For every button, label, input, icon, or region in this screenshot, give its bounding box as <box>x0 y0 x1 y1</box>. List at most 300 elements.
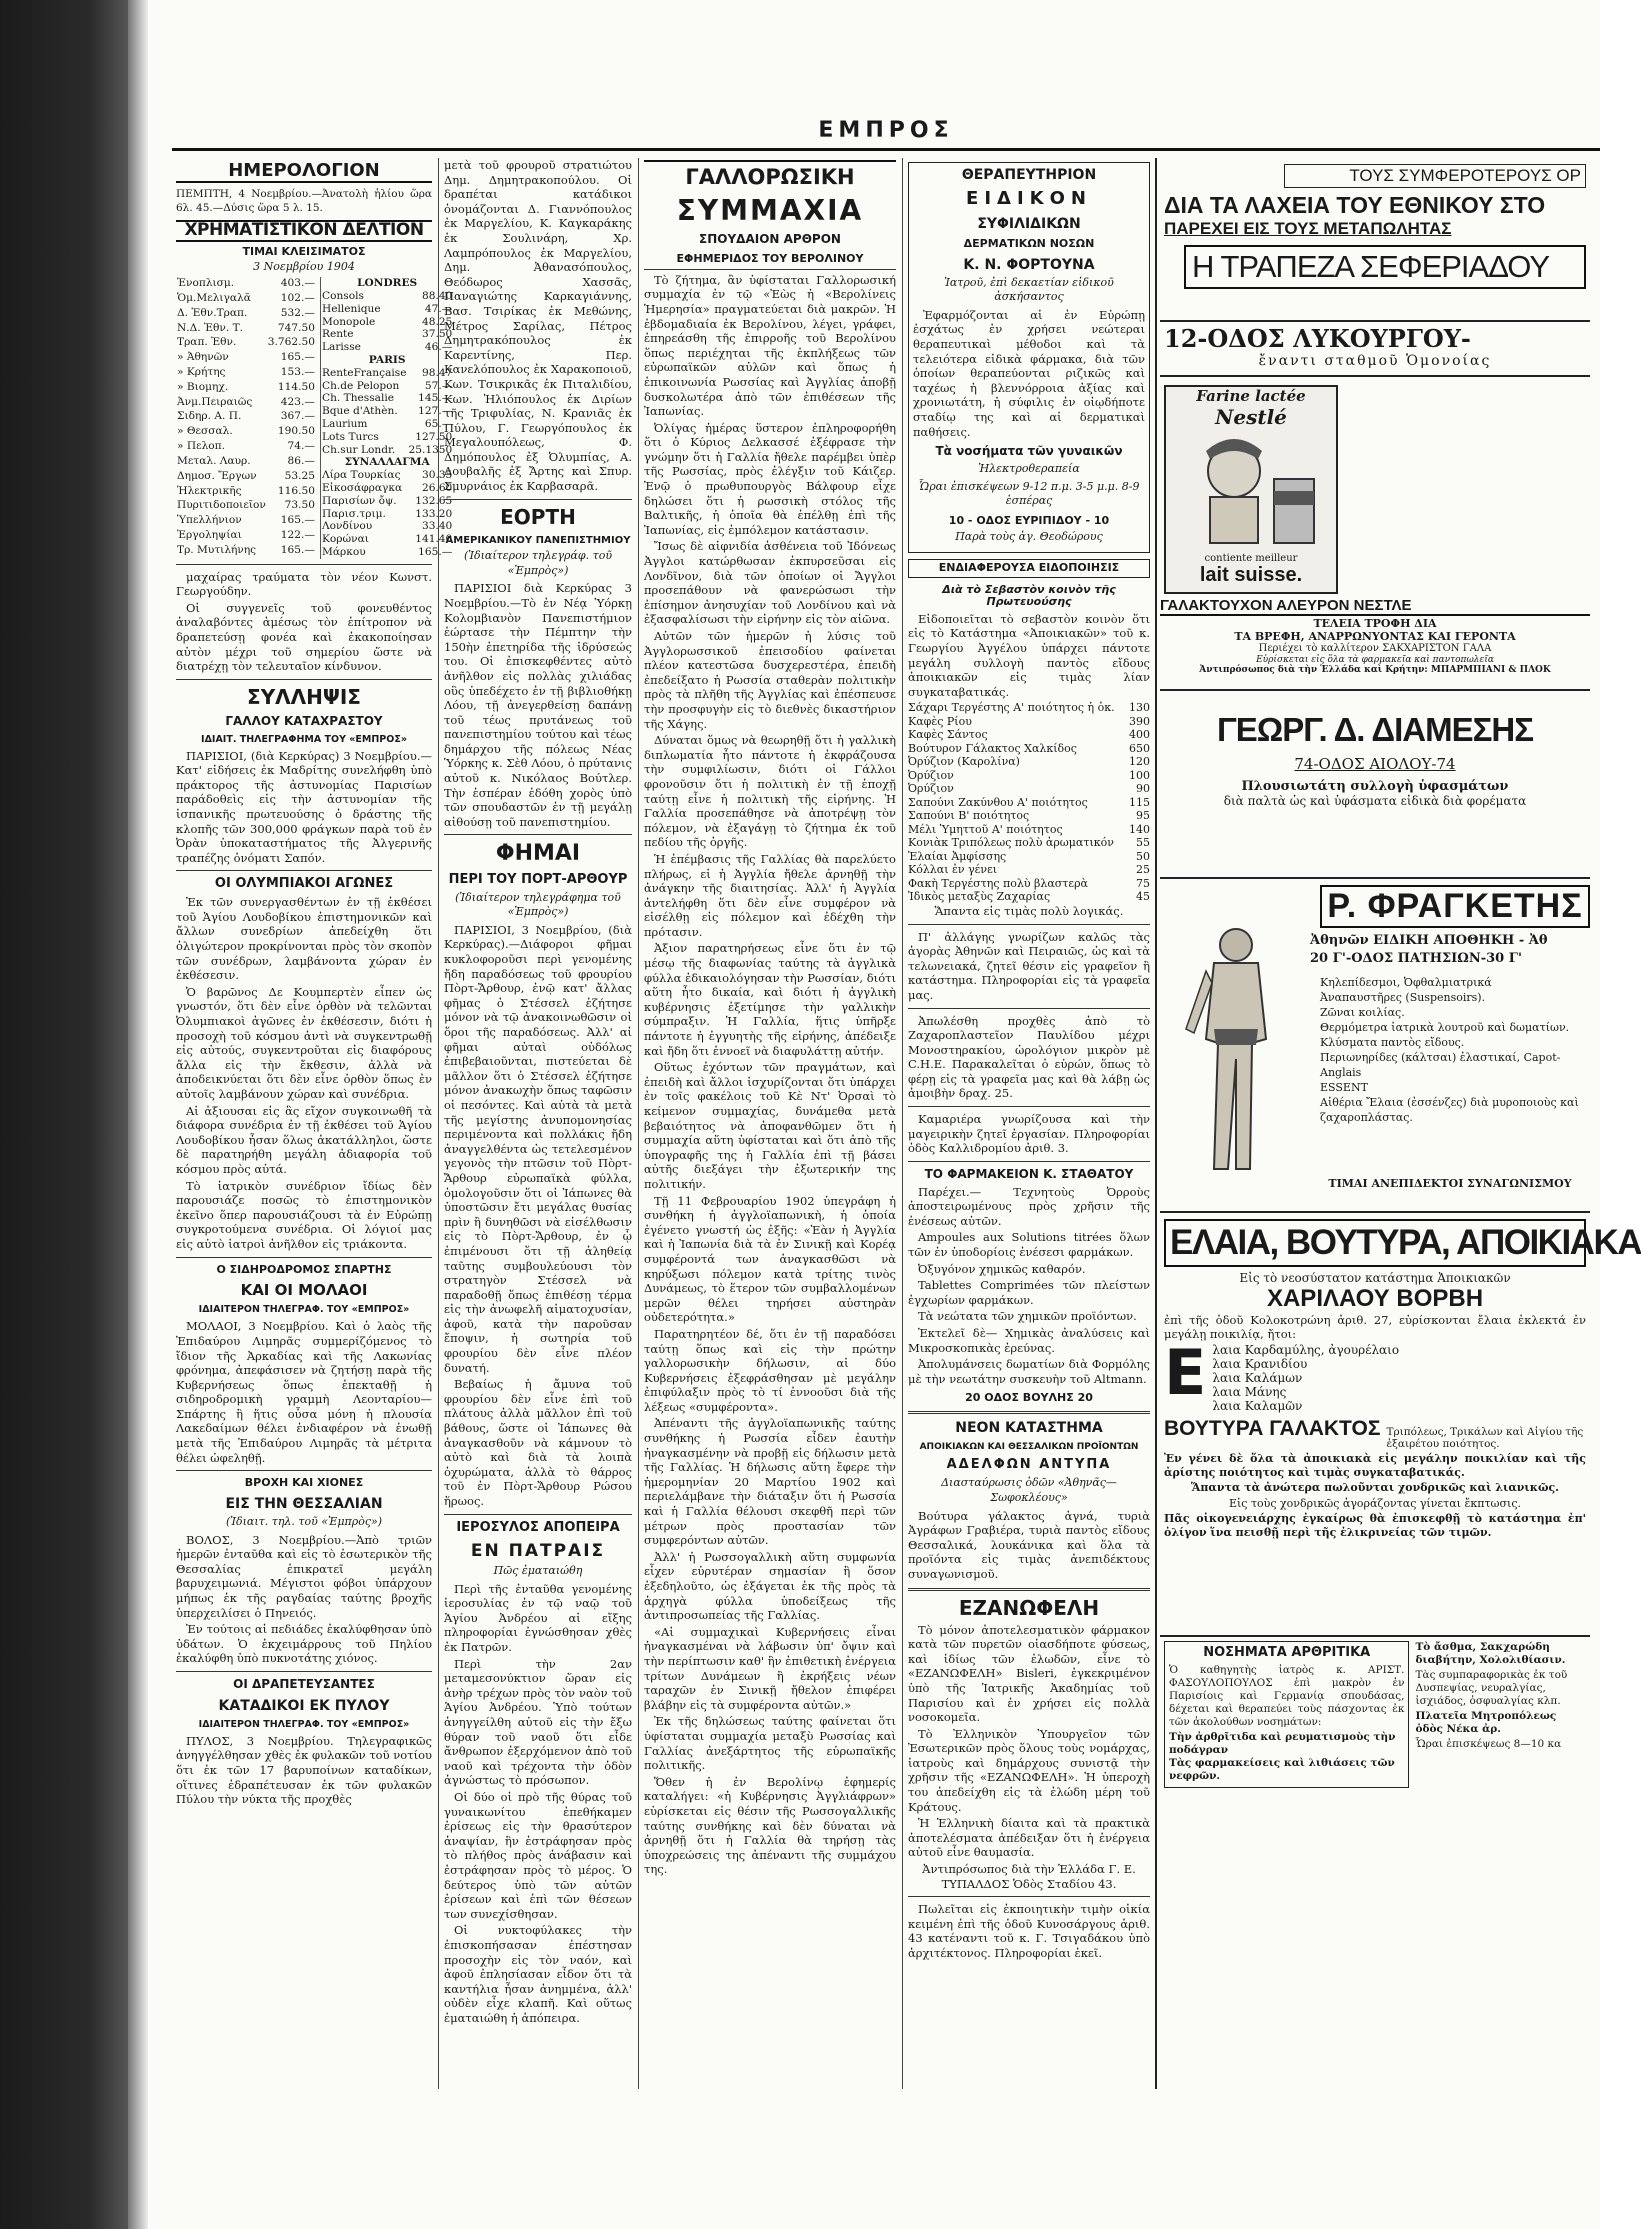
price-row <box>908 782 1150 796</box>
shop-sub: ΑΠΟΙΚΙΑΚΩΝ ΚΑΙ ΘΕΣΣΑΛΙΚΩΝ ΠΡΟΪΟΝΤΩΝ <box>919 1442 1139 1453</box>
classified-text: Καμαριέρα γνωρίζουσα καὶ τὴν μαγειρικὴν ζητεῖ ἐργασίαν. Πληροφορίαι ὁδὸς Καλλιδρομίου ἀριθ. 3. <box>908 1112 1150 1156</box>
price-row <box>908 823 1150 837</box>
market-value: 145.— <box>418 392 453 405</box>
lottery-address: 12-ΟΔΟΣ ΛΥΚΟΥΡΓΟΥ- <box>1164 324 1471 353</box>
market-label: Rente <box>321 328 354 341</box>
market-value: 141.40 <box>415 533 453 546</box>
telegram-line: (Ἰδιαίτερον τηλεγράφημα τοῦ «Ἐμπρὸς») <box>455 890 621 919</box>
column-4 <box>908 158 1150 2089</box>
market-row <box>320 418 453 431</box>
market-label: » Ἀθηνῶν <box>177 351 229 364</box>
nestle-ad <box>1160 377 1590 691</box>
vorvis-text3: Εἰς τοὺς χονδρικῶς ἀγοράζοντας γίνεται ἔκπτωσις. <box>1228 1496 1522 1510</box>
notice-headline: ΕΝΔΙΑΦΕΡΟΥΣΑ ΕΙΔΟΠΟΙΗΣΙΣ <box>908 559 1150 578</box>
divider <box>908 1896 1150 1897</box>
price-label: Σάχαρι Τεργέστης Α' ποιότητος ἡ ὀκ. <box>908 701 1115 715</box>
article-text: Ἐκ τῆς δηλώσεως ταύτης φαίνεται ὅτι ὑφίσταται συμμαχία μεταξὺ Ρωσσίας καὶ Γαλλίας ἀνεξάρτητος τῆς εὐρωπαϊκῆς πολιτικῆς. <box>644 1714 896 1773</box>
diamesis-line1: Πλουσιωτάτη συλλογὴ ὑφασμάτων <box>1241 779 1509 794</box>
vorvis-dropcap: Ε <box>1164 1336 1207 1409</box>
ezanofeli-text: Ἡ Ἑλληνικὴ δίαιτα καὶ τὰ πρακτικὰ ἀποτελέσματα ἀπέδειξαν ὅτι ἡ ἐνέργεια αὐτοῦ εἶνε θαυμασία. <box>908 1816 1150 1860</box>
market-value: 98.47 <box>421 366 453 379</box>
divider <box>908 924 1150 925</box>
vorvis-address: ἐπὶ τῆς ὁδοῦ Κολοκοτρώνη ἀριθ. 27, εὑρίσκονται ἔλαια ἐκλεκτά ἐν μεγάλῃ ποικιλίᾳ, ἤτοι: <box>1164 1313 1586 1341</box>
headline-sacrilege-sub: ΕΝ ΠΑΤΡΑΙΣ <box>470 1540 606 1561</box>
masthead <box>172 118 1600 152</box>
market-label: Ἀνμ.Πειραιῶς <box>177 395 253 408</box>
divider <box>908 1106 1150 1107</box>
market-value: 74.— <box>287 440 315 453</box>
arthritis-address: Πλατεῖα Μητροπόλεως ὁδὸς Νέκα ἀρ. <box>1415 1710 1557 1735</box>
vorvis-olive-list <box>1164 1336 1586 1413</box>
market-label: Ὁμ.Μελιγαλᾶ <box>177 291 251 304</box>
market-row <box>176 307 316 322</box>
vorvis-ad <box>1160 1213 1641 1637</box>
fragketis-item: Περιωνηρίδες (κάλτσαι) ἐλαστικαί, Capot-Anglais <box>1320 1051 1561 1079</box>
fragketis-item: ESSENT <box>1320 1081 1368 1094</box>
nestle-agent: Ἀντιπρόσωπος διὰ τὴν Ἑλλάδα καὶ Κρήτην: ΜΠΑΡΜΠΙΑΝΙ & ΠΛΟΚ <box>1199 665 1551 675</box>
lottery-ad <box>1160 158 1590 322</box>
market-value: 37.50 <box>421 328 453 341</box>
price-label: Κονιὰκ Τριπόλεως πολὺ ἀρωματικόν <box>908 836 1114 850</box>
market-row <box>176 440 316 455</box>
market-value: 25.1350 <box>408 443 453 456</box>
price-value: 390 <box>1129 714 1150 728</box>
article-text: Οὕτως ἐχόντων τῶν πραγμάτων, καὶ ἐπειδὴ καὶ ἄλλοι ἰσχυρίζονται ὅτι ὑπάρχει ἐν τοῖς φακέλοις τοῦ Κὲ Ντ' Ὀρσαὶ τὸ κείμενον συμμαχίας, δυνάμεθα μετὰ βεβαιότητος νὰ ἀποφανθῶμεν ὅτι ἡ συμμαχία αὕτη ὑφίσταται καὶ ὅτι ἀπὸ τῆς ὑπογραφῆς της ἡ Γαλλία ἐπὶ τῇ βάσει αὐτῆς διεξάγει τὴν ἐξωτερικήν της πολιτικήν. <box>644 1060 896 1191</box>
vorvis-butter <box>1164 1417 1586 1450</box>
price-value: 55 <box>1136 836 1150 850</box>
pharmacy-address: 20 ΟΔΟΣ ΒΟΥΛΗΣ 20 <box>965 1391 1093 1405</box>
classified-text: Πωλεῖται εἰς ἐκποιητικὴν τιμὴν οἰκία κειμένη ἐπὶ τῆς ὁδοῦ Κυνοσάργους ἀριθ. 43 κατέναντι τοῦ κ. Γ. Τσιγαδάκου ὑπὸ ἀρχιτέκτονος. Πληροφορίαι ἐκεῖ. <box>908 1902 1150 1960</box>
headline-alliance-sub: ΣΠΟΥΔΑΙΟΝ ΑΡΘΡΟΝ <box>699 232 841 247</box>
masthead-title: ΕΜΠΡΟΣ <box>818 118 954 143</box>
article-text: Οἱ συγγενεῖς τοῦ φονευθέντος ἀναλαβόντες ἀμέσως τὸν ἐπίτροπον νὰ δραπετεύσῃ φονέα καὶ ἐκακοποίησαν αὐτὸν μέχρι τοῦ σημερίου ὥστε νὰ διατρέχῃ τὸν τελευταῖον κίνδυνον. <box>176 600 432 674</box>
market-value: 3.762.50 <box>267 336 315 349</box>
market-row <box>176 322 316 337</box>
divider <box>176 870 432 871</box>
price-value: 45 <box>1136 890 1150 904</box>
price-row <box>908 890 1150 904</box>
notice-footer: Ἅπαντα εἰς τιμὰς πολὺ λογικάς. <box>934 903 1124 918</box>
market-label: Laurium <box>321 417 368 430</box>
article-text: Δύναται ὅμως νὰ θεωρηθῇ ὅτι ἡ γαλλικὴ διπλωματία ἦτο πάντοτε ἡ ἐκφράζουσα τὴν συμφιλίωσιν, διότι οἱ Γάλλοι φρονοῦσιν ὅτι ἡ πολιτικὴ ἐν τῇ ἐποχῇ ταύτῃ εἶνε ἡ πολιτικὴ τῆς εἰρήνης. Ἡ Γαλλία προσεπάθησε νὰ ἀποτρέψῃ τὸν πόλεμον, νὰ ἐξαγάγῃ τὸ ζήτημα ἐκ τοῦ πεδίου τῆς ὀργῆς. <box>644 733 896 850</box>
lottery-line2: ΔΙΑ ΤΑ ΛΑΧΕΙΑ ΤΟΥ ΕΘΝΙΚΟΥ ΣΤΟ <box>1164 192 1546 218</box>
headline-arrest-sub: ΓΑΛΛΟΥ ΚΑΤΑΧΡΑΣΤΟΥ <box>225 713 383 728</box>
price-label: Σαπούνι Ζακύνθου Α' ποιότητος <box>908 795 1088 809</box>
market-row <box>320 405 453 418</box>
vorvis-olive-item: λαια Καρδαμύλης, ἀγουρέλαιο <box>1212 1343 1400 1357</box>
ezanofeli-agent: Ἀντιπρόσωπος διὰ τὴν Ἑλλάδα Γ. Ε. ΤΥΠΑΛΔΟΣ Ὁδὸς Σταδίου 43. <box>922 1862 1136 1891</box>
headline-escape: ΟΙ ΔΡΑΠΕΤΕΥΣΑΝΤΕΣ <box>233 1676 375 1691</box>
price-row <box>908 796 1150 810</box>
diamesis-name: ΓΕΩΡΓ. Δ. ΔΙΑΜΕΣΗΣ <box>1216 711 1534 748</box>
market-value: 86.— <box>287 454 315 467</box>
market-row <box>176 410 316 425</box>
classified-text: Π' ἀλλάγης γνωρίζων καλῶς τὰς ἀγορὰς Ἀθηνῶν καὶ Πειραιῶς, ὡς καὶ τὰ τελωνειακά, ζητεῖ θέσιν εἰς γραφεῖον ἢ κατάστημα. Πληροφορίαι εἰς τὰ γραφεῖα μας. <box>908 929 1150 1002</box>
clinic-special: ΕΙΔΙΚΟΝ <box>966 188 1092 210</box>
headline-festival: ΕΟΡΤΗ <box>500 504 576 529</box>
fragketis-item: Κηλεπίδεσμοι, Ὀφθαλμιατρικά <box>1320 976 1492 989</box>
lottery-line3: ΠΑΡΕΧΕΙ ΕΙΣ ΤΟΥΣ ΜΕΤΑΠΩΛΗΤΑΣ <box>1164 219 1452 238</box>
divider <box>176 564 432 565</box>
notice-text: Εἰδοποιεῖται τὸ σεβαστὸν κοινὸν ὅτι εἰς τὸ Κατάστημα «Ἀποικιακῶν» τοῦ κ. Γεωργίου Ἀγγέλου ὑπάρχει πάντοτε μεγάλη συλλογὴ παντὸς εἴδους ἀποικιακῶν εἰς τιμὰς λίαν συγκαταβατικάς. <box>908 611 1150 699</box>
pharmacy-headline: ΤΟ ΦΑΡΜΑΚΕΙΟΝ Κ. ΣΤΑΘΑΤΟΥ <box>924 1166 1134 1181</box>
market-label: Hellenique <box>321 302 381 315</box>
telegram-line: ΙΔΙΑΙΤ. ΤΗΛΕΓΡΑΦΗΜΑ ΤΟΥ «ΕΜΠΡΟΣ» <box>201 733 407 745</box>
column-rule <box>902 158 903 2089</box>
headline-olympic: ΟΙ ΟΛΥΜΠΙΑΚΟΙ ΑΓΩΝΕΣ <box>214 876 394 892</box>
market-label: Ἠλεκτρικῆς <box>177 484 242 497</box>
market-value: 33.40 <box>421 520 453 533</box>
nestle-line-1: ΤΕΛΕΙΑ ΤΡΟΦΗ ΔΙΑ <box>1313 617 1437 630</box>
article-text: Τὸ ζήτημα, ἂν ὑφίσταται Γαλλορωσική συμμαχία ἐν τῷ «Ἐὼς ἡ «Βερολίνεις Ἡμερησία» πραγματεύεται διὰ μακρῶν. Ἡ ἑβδομαδιαία ἐκ Βερολίνου, λέγει, γράφει, ἐπηρεάσθη τῆς ἐπιρροῆς τοῦ Βερολίνου ὅπως περιέχηται τῆς ἐκπλήξεως τῶν εὐρωπαϊκῶν αὐλῶν καὶ ὅπως ἡ ἐπικοινωνία Ρωσσίας καὶ Ἀγγλίας ἀποβῇ δυσκολωτέρα ἀπὸ τῶν ἐπιθέσεων τῆς Ἰαπωνίας. <box>644 272 896 419</box>
market-label: Εἰκοσάφραγκα <box>321 481 403 494</box>
market-label: LONDRES <box>357 277 418 290</box>
arthritis-text: Ὁ καθηγητὴς ἰατρὸς κ. ΑΡΙΣΤ. ΦΑΣΟΥΛΟΠΟΥΛΟΣ ἐπὶ μακρὸν ἐν Παρισίοις καὶ Γερμανίᾳ σπουδάσας, δέχεται καὶ θεραπεύει τοὺς πάσχοντας ἐκ τῶν ἀκολούθων νοσημάτων: <box>1169 1663 1405 1728</box>
article-text: Ἐν τούτοις αἱ πεδιάδες ἐκαλύφθησαν ὑπὸ ὑδάτων. Ὁ ἐκχειμάρρους τοῦ Πηλίου ἐκαλύφθη ὑπὸ πυκνοτάτης χιόνος. <box>176 1622 432 1666</box>
headline-alliance-big: ΣΥΜΜΑΧΙΑ <box>676 194 864 228</box>
vorvis-butter-title: ΒΟΥΤΥΡΑ ΓΑΛΑΚΤΟΣ <box>1164 1417 1381 1440</box>
market-value: 423.— <box>280 395 315 408</box>
article-text: ΠΑΡΙΣΙΟΙ διὰ Κερκύρας 3 Νοεμβρίου.—Τὸ ἐν Νέᾳ Ὑόρκῃ Κολομβιανὸν Πανεπιστήμιον ἑώρτασε τὴν Πέμπτην τὴν 150ὴν ἐπετηρίδα τῆς ἱδρύσεώς του. Οἱ ἐπισκεφθέντες αὐτὸ ἀνῆλθον εἰς πολλὰς χιλιάδας οὓς ὑπεδέχετο ἐν τῇ βιβλιοθήκῃ Λόου, τῇ ἀνεγερθείσῃ δαπάνῃ τοῦ τέως πρυτάνεως τοῦ πανεπιστημίου τούτου καὶ τέως δημάρχου τῆς πόλεως Νέας Ὑόρκης κ. Σὲθ Λόου, ὁ πρύτανις αὐτοῦ κ. Νικόλαος Βούτλερ. Τὴν ἑσπέραν ἐδόθη χορὸς ὑπὸ τῶν σπουδαστῶν ἐν τῇ μεγάλῃ αἰθούσῃ τοῦ πανεπιστημίου. <box>444 581 632 829</box>
market-label: RenteFrançaise <box>321 366 407 379</box>
market-value: 122.— <box>280 528 315 541</box>
headline-rain-sub: ΕΙΣ ΤΗΝ ΘΕΣΣΑΛΙΑΝ <box>225 1495 383 1512</box>
market-value: 153.— <box>280 366 315 379</box>
divider <box>176 1470 432 1471</box>
article-text: ΒΟΛΟΣ, 3 Νοεμβρίου.—Ἀπὸ τριῶν ἡμερῶν ἐνταῦθα καὶ εἰς τὸ ἐσωτερικὸν τῆς Θεσσαλίας ἐπικρατεῖ μεγάλη βαρυχειμωνιά. Μέγιστοι φόβοι ὑπάρχουν μήπως ἐκ τῆς ραγδαίας ταύτης βροχῆς ὑπερχειλίσει ὁ Πηνειός. <box>176 1532 432 1620</box>
pharmacy-text: Ἀπολυμάνσεις δωματίων διὰ Φορμόλης μὲ τὴν νεωτάτην συσκευὴν τοῦ Altmann. <box>908 1357 1150 1386</box>
pharmacy-text: Ὀξυγόνον χημικῶς καθαρόν. <box>918 1261 1086 1276</box>
market-value: 65.— <box>424 417 453 430</box>
market-value: 367.— <box>280 410 315 423</box>
article-text: Ἀπέναντι τῆς ἀγγλοϊαπωνικῆς ταύτης συνθήκης ἡ Ρωσσία εἶδεν ἐαυτὴν ἠναγκασμένην νὰ προβῇ εἰς δήλωσιν μετὰ τῆς Γαλλίας. Ἡ δήλωσις αὕτη ἔφερε τὴν ἡμερομηνίαν 20 Μαρτίου 1902 καὶ περιελάμβανε τὴν διάταξιν ὅτι ἡ Ρωσσία καὶ ἡ Γαλλία θέλουσι σκεφθῆ περὶ τῶν μέτρων πρὸς προστασίαν τῶν συμφερόντων αὐτῶν. <box>644 1416 896 1548</box>
pharmacy-text: Τὰ νεώτατα τῶν χημικῶν προϊόντων. <box>918 1309 1137 1324</box>
article-text: Αἱ ἀξιουσαι εἰς ἃς εἴχον συγκοινωθῆ τὰ διάφορα συνέδρια ἐν τῇ ἐκθέσει τοῦ Ἁγίου Λουδοβίκου ἦσαν ὅλως ἀκατάλληλοι, ὥστε δὲ παρατηρήθη μεγάλη ἀδιαφορία τοῦ κόσμου πρὸς αὐτά. <box>176 1103 432 1176</box>
clinic-ad <box>908 162 1150 553</box>
vorvis-owner: ΧΑΡΙΛΑΟΥ ΒΟΡΒΗ <box>1266 1285 1484 1312</box>
market-value: 53.25 <box>284 469 315 482</box>
ezanofeli-headline: ΕΖΑΝΩΦΕΛΗ <box>958 1595 1100 1620</box>
fragketis-address: 20 Γ'-ΟΔΟΣ ΠΑΤΗΣΙΩΝ-30 Γ' <box>1310 951 1522 966</box>
ezanofeli-text: Τὸ μόνον ἀποτελεσματικὸν φάρμακον κατὰ τῶν πυρετῶν οἰασδήποτε φύσεως, καὶ ἰδίως τῶν ἐλωδῶν, εἶνε τὸ «ΕΖΑΝΩΦΕΛΗ» Bisleri, ἐγκεκριμένον ὑπὸ τῆς Ἰατρικῆς Ἀκαδημίας τοῦ Παρισίου καὶ ἐν χρήσει εἰς πολλὰ νοσοκομεῖα. <box>908 1622 1150 1725</box>
price-label: Κόλλαι ἐν γένει <box>908 863 998 877</box>
article-text: Ἡ ἐπέμβασις τῆς Γαλλίας θὰ παρελύετο πλήρως, εἰ ἡ Ἀγγλία ἤθελε ἀρνηθῇ τὴν ἀνάγκην τῆς διαιτησίας. Ἀλλ' ἡ Ἀγγλία ἀντελήφθη ὅτι δὲν εἶνε συμφέρον νὰ εἰσέλθῃ εἰς πόλεμον καὶ ἐδέχθη τὴν πρότασιν. <box>644 851 896 939</box>
price-label: Μέλι Ὑμηττοῦ Α' ποιότητος <box>908 822 1063 836</box>
baby-with-can-icon <box>1166 429 1332 549</box>
market-row <box>320 469 453 482</box>
market-value: 47.— <box>424 302 453 315</box>
lottery-address-block <box>1160 322 1590 377</box>
market-value: 26.60 <box>421 481 453 494</box>
market-label: Λονδίνου <box>321 520 373 533</box>
shop-location: Διασταύρωσις ὁδῶν «Ἀθηνᾶς—Σωφοκλέους» <box>941 1476 1117 1504</box>
market-label: » Πελοπ. <box>177 440 225 453</box>
nestle-line-2: ΤΑ ΒΡΕΦΗ, ΑΝΑΡΡΩΝΥΟΝΤΑΣ ΚΑΙ ΓΕΡΟΝΤΑ <box>1234 630 1516 643</box>
telegram-line: ΙΔΙΑΙΤΕΡΟΝ ΤΗΛΕΓΡΑΦ. ΤΟΥ «ΕΜΠΡΟΣ» <box>198 1304 410 1316</box>
market-value: 88.40 <box>421 289 453 302</box>
market-label: Lots Turcs <box>321 430 379 443</box>
price-row <box>908 809 1150 823</box>
market-value: 165.— <box>280 351 315 364</box>
market-row <box>320 380 453 393</box>
lottery-landmark: ἔναντι σταθμοῦ Ὁμονοίας <box>1258 353 1492 369</box>
clinic-address-note: Παρὰ τοὺς ἁγ. Θεοδώρους <box>955 530 1103 544</box>
headline-rain: ΒΡΟΧΗ ΚΑΙ ΧΙΟΝΕΣ <box>244 1476 364 1490</box>
market-value: 133.20 <box>415 507 453 520</box>
article-text: Ἀξιον παρατηρήσεως εἶνε ὅτι ἐν τῷ μέσῳ τῆς διαφωνίας ταύτης τὰ ἀγγλικὰ φύλλα ἐδικαιολόγησαν τὴν Ρωσσίαν, διότι αὕτη ἦτο δικαία, καὶ διότι ἡ ἀγγλικὴ κυβέρνησις ἐξετίμησε τὴν γαλλικὴν σύμπραξιν. Ἡ Γαλλία, ἥτις ὑπῆρξε πάντοτε ἡ ἐγγυητὴς τῆς εἰρήνης, ἀπέδειξε καὶ ἤδη ὅτι ἐννοεῖ νὰ διαφυλάττῃ αὐτήν. <box>644 941 896 1058</box>
price-label: Καφὲς Ρίου <box>908 714 972 728</box>
market-label: Πυριτιδοποιεῖον <box>177 499 266 512</box>
nestle-brand-2: Nestlé <box>1215 405 1287 429</box>
market-row <box>320 367 453 380</box>
divider <box>176 679 432 680</box>
arthritis-headline: ΝΟΣΗΜΑΤΑ ΑΡΘΡΙΤΙΚΑ <box>1203 1645 1371 1660</box>
price-row <box>908 836 1150 850</box>
market-label: Τρ. Μυτιλήνης <box>177 543 257 556</box>
price-row <box>908 877 1150 891</box>
price-row <box>908 701 1150 715</box>
diamesis-line2: διὰ παλτὰ ὡς καὶ ὑφάσματα εἰδικὰ διὰ φορέματα <box>1223 794 1527 808</box>
divider <box>444 1514 632 1515</box>
market-label: Μεταλ. Λαυρ. <box>177 454 251 467</box>
clinic-address: 10 - ΟΔΟΣ ΕΥΡΙΠΙΔΟΥ - 10 <box>948 513 1110 527</box>
fragketis-shop: Ἀθηνῶν ΕΙΔΙΚΗ ΑΠΟΘΗΚΗ - Ἀθ <box>1310 933 1548 948</box>
market-label: » Βιομηχ. <box>177 380 229 393</box>
market-value: 747.50 <box>277 321 315 334</box>
price-value: 25 <box>1136 863 1150 877</box>
fragketis-item: Ζῶναι κοιλίας. <box>1320 1006 1405 1019</box>
market-label: Κορώναι <box>321 533 369 546</box>
price-label: Ἐλαίαι Ἀμφίσσης <box>908 849 1007 863</box>
price-label: Βούτυρον Γάλακτος Χαλκίδος <box>908 741 1077 755</box>
clinic-title: ΘΕΡΑΠΕΥΤΗΡΙΟΝ <box>961 167 1097 183</box>
market-label: ΣΥΝΑΛΛΑΓΜΑ <box>344 456 430 469</box>
article-text: Αὐτῶν τῶν ἡμερῶν ἡ λύσις τοῦ Ἀγγλορωσσικοῦ ἐπεισοδίου φαίνεται πλέον κατεστῶσα δυσχερεστέρα, ἐπειδὴ ἐπεδείξατο ἡ Ρωσσία σταθερὰν πολιτικὴν πρὸς τὰ πλῆθη τῆς Ἀγγλίας καὶ ἐπέσπευσε τὴν προσφυγὴν εἰς τὸ διεθνὲς δικαστήριον τῆς Χάγης. <box>644 629 896 731</box>
article-text: «Αἱ συμμαχικαὶ Κυβερνήσεις εἶναι ἠναγκασμέναι νὰ λάβωσιν ὑπ' ὄψιν καὶ τὴν περίπτωσιν καθ' ἣν ἐπιθετικὴ ἐνέργεια τρίτων Δυνάμεων ἢ ἐκρήξεις νέων ταραχῶν ἐν Σινικῇ ἤθελον ἐπιφέρει βλάβην εἰς τὰ συμφέροντα αὐτῶν.» <box>644 1624 896 1712</box>
market-value: 57.— <box>424 379 453 392</box>
notice-sub: Διὰ τὸ Σεβαστὸν κοινὸν τῆς Πρωτευούσης <box>942 582 1116 609</box>
telegram-line: ΙΔΙΑΙΤΕΡΟΝ ΤΗΛΕΓΡΑΦ. ΤΟΥ «ΕΜΠΡΟΣ» <box>198 1718 410 1730</box>
nestle-milk: lait suisse. <box>1199 564 1303 586</box>
price-value: 90 <box>1136 782 1150 796</box>
market-row <box>176 455 316 470</box>
divider <box>444 499 632 500</box>
article-text: ΠΥΛΟΣ, 3 Νοεμβρίου. Τηλεγραφικῶς ἀνηγγέλθησαν χθὲς ἐκ φυλακῶν τοῦ νοτίου ὅτι ἐκ τῶν 17 βαρυποίνων καταδίκων, οἵτινες ἐδραπέτευσαν ἐκ τῶν φυλακῶν Πύλου τὴν νύκτα τῆς προχθὲς <box>176 1733 432 1807</box>
price-row <box>908 742 1150 756</box>
price-value: 140 <box>1129 822 1150 836</box>
column-5-ads <box>1160 158 1641 2089</box>
market-row <box>176 396 316 411</box>
divider <box>908 1411 1150 1414</box>
market-row <box>320 354 453 367</box>
fragketis-item: Αἰθέρια Ἔλαια (ἐσσένζες) διὰ μυροποιοὺς καὶ ζαχαροπλάστας. <box>1320 1096 1579 1124</box>
fragketis-prices: ΤΙΜΑΙ ΑΝΕΠΙΔΕΚΤΟΙ ΣΥΝΑΓΩΝΙΣΜΟΥ <box>1328 1177 1572 1190</box>
price-value: 75 <box>1136 876 1150 890</box>
market-row <box>176 499 316 514</box>
headline-alliance: ΓΑΛΛΟΡΩΣΙΚΗ <box>644 160 896 189</box>
vorvis-text4: Πᾶς οἰκογενειάρχης ἐγκαίρως θὰ ἐπισκεφθῇ τὸ κατάστημα ἐπ' ὀλίγον ἵνα πεισθῇ περὶ τῆς ἐλικρινείας τῶν τιμῶν. <box>1164 1512 1586 1539</box>
divider <box>176 1257 432 1258</box>
column-3 <box>644 158 896 2089</box>
fragketis-item: Θερμόμετρα ἰατρικὰ λουτροῦ καὶ δωματίων. <box>1320 1021 1570 1034</box>
vorvis-text1: Ἐν γένει δὲ ὅλα τὰ ἀποικιακὰ εἰς μεγάλην ποικιλίαν καὶ τῆς ἀρίστης ποιότητος καὶ τιμὰς συγκαταβατικάς. <box>1164 1452 1586 1479</box>
market-label: » Κρήτης <box>177 366 226 379</box>
market-label: Παρισίων ὄψ. <box>321 494 397 507</box>
market-label: Ἐνοπλισμ. <box>177 277 235 290</box>
arthritis-item: Τὴν ἀρθρῖτιδα καὶ ρευματισμοὺς τὴν ποδάγραν <box>1169 1730 1396 1756</box>
price-label: Ὀρύζιον (Καρολίνα) <box>908 755 1020 769</box>
market-value: 132.65 <box>415 494 453 507</box>
price-label: Ὀρύζιον <box>908 782 954 796</box>
market-label: Ch.sur Londr. <box>321 443 396 456</box>
fragketis-item: Κλύσματα παντὸς εἴδους. <box>1320 1036 1465 1049</box>
market-row <box>176 425 316 440</box>
market-value: 46.— <box>424 341 453 354</box>
market-row <box>176 277 316 292</box>
headline-alliance-source: ΕΦΗΜΕΡΙΔΟΣ ΤΟΥ ΒΕΡΟΛΙΝΟΥ <box>644 253 896 270</box>
pharmacy-text: Ἐκτελεῖ δὲ— Χημικὰς ἀναλύσεις καὶ Μικροσκοπικὰς ἐρεύνας. <box>908 1325 1150 1355</box>
market-row <box>320 456 453 469</box>
headline-escape-sub: ΚΑΤΑΔΙΚΟΙ ΕΚ ΠΥΛΟΥ <box>218 1697 390 1714</box>
article-text: Ἐκ τῶν συνεργασθέντων ἐν τῇ ἐκθέσει τοῦ Ἁγίου Λουδοβίκου ἐπιστημονικῶν καὶ ἄλλων συνεδρίων ἀπεδείχθη ὅτι ὀλιγώτερον προκρίνονται πρὸς τὸν σκοπὸν τῶν συνέδρων, λαμβάνοντα χώραν ἐν ἐκθέσεσιν. <box>176 895 432 983</box>
market-label: Λίρα Τουρκίας <box>321 469 401 482</box>
vorvis-olive-items <box>1212 1343 1399 1413</box>
price-label: Ὀρύζιον <box>908 768 954 782</box>
arthritis-ad-row <box>1160 1637 1590 1792</box>
market-value: 48.25 <box>421 315 453 328</box>
article-text: Ἀλλ' ἡ Ρωσσογαλλικὴ αὕτη συμφωνία εἶχεν εὐρυτέραν σημασίαν ἢ ὅσον ἐξεδηλοῦτο, ὡς ἐξάγεται ἐκ τῆς πρὸς τὰ ἀρχηγὰ φύλλα ὑποδείξεως τῆς ἀντιπροσωπείας τῆς Γαλλίας. <box>644 1549 896 1623</box>
lottery-bank: Η ΤΡΑΠΕΖΑ ΣΕΦΕΡΙΑΔΟΥ <box>1184 245 1586 289</box>
article-text: Οἱ δύο οἱ πρὸ τῆς θύρας τοῦ γυναικωνίτου ἐπεθήκαμεν ἐρίσεως εἰς τὴν θρασύτερον ἀναψίαν, ἣν ἐστράφησαν πρὸς τὸ πλήθος πρὸς ἀνάβασιν καὶ ἐστράφησαν πρὸς τὸ μέρος. Ὁ δεύτερος ὑπὸ τῶν αὐτῶν ἐρίσεων καὶ ἐπὶ τῶν θέσεων των συνεχίσθησαν. <box>444 1790 632 1921</box>
price-value: 95 <box>1136 809 1150 823</box>
price-value: 50 <box>1136 849 1150 863</box>
clinic-note: Ἰατροῦ, ἐπὶ δεκαετίαν εἰδικοῦ ἀσκήσαντος <box>944 275 1114 304</box>
market-value: 165.— <box>280 543 315 556</box>
market-row <box>320 316 453 329</box>
market-row <box>320 520 453 533</box>
headline-sacrilege-note: Πῶς ἐματαιώθη <box>493 1564 583 1578</box>
market-value: 73.50 <box>284 499 315 512</box>
article-text: Τῇ 11 Φεβρουαρίου 1902 ὑπεγράφη ἡ συνθήκη ἡ ἀγγλοϊαπωνικὴ, ἡ ὁποία ἐγένετο γνωστή ὡς ἐξῆς: «Ἐὰν ἡ Ἀγγλία καὶ ἡ Ἰαπωνία διὰ τὰ ἐν Σινικῇ καὶ Κορέᾳ συμφέροντά των ἀναγκασθῶσι νὰ κηρύξωσι πόλεμον κατὰ τρίτης τινὸς Δυνάμεως, τὸ ἕτερον τῶν συμβαλλομένων μερῶν θέλει τηρήσει αὐστηρὰν οὐδετερότητα.» <box>644 1193 896 1325</box>
market-label: Δημοσ. Ἔργων <box>177 469 257 482</box>
price-value: 650 <box>1129 741 1150 755</box>
headline-rumors-sub: ΠΕΡΙ ΤΟΥ ΠΟΡΤ-ΑΡΘΟΥΡ <box>448 871 628 887</box>
price-row <box>908 715 1150 729</box>
vorvis-intro: Εἰς τὸ νεοσύστατον κατάστημα Ἀποικιακῶν <box>1239 1271 1511 1285</box>
classified-text: Ἀπωλέσθη προχθὲς ἀπὸ τὸ Ζαχαροπλαστεῖον Παυλίδου μέχρι Μονοστηρακίου, ὠρολόγιον μικρὸν μὲ C.H.E. Παρακαλεῖται ὁ εὑρών, ὅπως τὸ φέρῃ εἰς τὰ γραφεῖα μας καὶ θὰ λάβῃ ὡς ἀμοιβὴν δραχ. 25. <box>908 1013 1150 1101</box>
market-value: 532.— <box>280 306 315 319</box>
article-text: Περὶ τῆς ἐνταῦθα γενομένης ἱεροσυλίας ἐν τῷ ναῷ τοῦ Ἁγίου Ἀνδρέου αἱ εἴξης πληροφορίαι ἐγνώσθησαν χθὲς ἐκ Πατρῶν. <box>444 1581 632 1655</box>
article-text: Περὶ τὴν 2αν μεταμεσονύκτιον ὥραν εἰς ἀνὴρ τρέχων πρὸς τὸν ναὸν τοῦ Ἁγίου Ἀνδρέου. Ὑπὸ τούτων ἀνηγγείλθη αὐτοῦ εἰς τὴν ἔξω θύραν τοῦ ναοῦ ὅτι εἶδε ἄνθρωπον ἐξερχόμενον ἀπὸ τοῦ ναοῦ καὶ τρέχοντα τὴν ὁδὸν ἀγνώστως τὸ πρόσωπον. <box>444 1656 632 1788</box>
market-row <box>320 546 453 559</box>
market-label: Σιδηρ. Α. Π. <box>177 410 242 423</box>
calendar-line: ΠΕΜΠΤΗ, 4 Νοεμβρίου.—Ἀνατολὴ ἡλίου ὥρα 6λ. 45.—Δύσις ὥρα 5 λ. 15. <box>176 187 432 215</box>
fragketis-items <box>1320 975 1586 1125</box>
clinic-doctor: Κ. Ν. ΦΟΡΤΟΥΝΑ <box>963 256 1095 273</box>
column-2 <box>444 158 632 2089</box>
headline-railway-sub: ΚΑΙ ΟΙ ΜΟΛΑΟΙ <box>240 1281 368 1300</box>
article-text: Παρατηρητέον δέ, ὅτι ἐν τῇ παραδόσει ταύτῃ ὅπως καὶ εἰς τὴν πρώτην γαλλορωσικὴν δήλωσιν, αἱ δύο Κυβερνήσεις ἐξεφράσθησαν μὲ μεγάλην ἐπιφύλαξιν πρὸς τὸ τί ἐννοοῦσι διὰ τῆς λέξεως «συμφέροντα». <box>644 1326 896 1414</box>
ezanofeli-text: Τὸ Ἐλληνικὸν Ὑπουργεῖον τῶν Ἐσωτερικῶν πρὸς ὅλους τοὺς νομάρχας, ἰατροὺς καὶ δημάρχους συνιστᾷ τὴν χρῆσιν τῆς «ΕΖΑΝΩΦΕΛΗ». Ἡ ὑπεροχὴ του ἀπεδείχθη εἰς τὰ ἐλώδη μέρη τοῦ Κράτους. <box>908 1726 1150 1814</box>
vorvis-olive-item: λαια Καλάμων <box>1212 1371 1303 1385</box>
divider <box>908 1008 1150 1009</box>
scan-margin-dark <box>0 0 128 2229</box>
price-value: 130 <box>1129 701 1150 715</box>
shop-text: Βούτυρα γάλακτος ἁγνά, τυριὰ Ἀγράφων Γραβιέρα, τυριὰ παντὸς εἴδους Θεσσαλικά, λουκάνικα καὶ ὅλα τὰ προϊόντα εἰς τιμὰς ἀνεπιδέκτους συναγωνισμοῦ. <box>908 1508 1150 1581</box>
market-table-right <box>320 277 453 559</box>
nestle-illustration <box>1164 385 1338 594</box>
arthritis-item: Τὰς φαρμακείσεις καὶ λιθιάσεις τῶν νεφρῶν. <box>1169 1756 1395 1782</box>
market-label: Ἐργοληψίαι <box>177 528 242 541</box>
market-label: Bque d'Athèn. <box>321 405 398 418</box>
arthritis-hours: Ὧραι ἐπισκέψεως 8—10 κα <box>1415 1738 1562 1750</box>
market-tables <box>176 277 453 559</box>
market-row <box>320 508 453 521</box>
market-row <box>176 366 316 381</box>
market-value: 190.50 <box>277 425 315 438</box>
pharmacy-text: Παρέχει.— Τεχνητοὺς Ὀρροὺς ἀποστειρωμένους πρὸς χρῆσιν τῆς ἐνέσεως αὐτῶν. <box>908 1184 1150 1228</box>
clinic-hours: Ὧραι ἐπισκέψεων 9-12 π.μ. 3-5 μ.μ. 8-9 ἑσπέρας <box>918 479 1140 508</box>
market-row <box>176 544 316 559</box>
divider <box>908 1161 1150 1162</box>
market-label: Monopole <box>321 315 376 328</box>
clinic-text: Ἐφαρμόζονται αἱ ἐν Εὐρώπῃ ἐσχάτως ἐν χρήσει νεώτεραι θεραπευτικαὶ μέθοδοι καὶ τὰ τελειότερα εἰδικὰ φάρμακα, διὰ τῶν ὁποίων θεραπεύονται ριζικῶς καὶ ταχέως ἡ βλεννόρροια ἀξίας καὶ χρονιωτάτη, ἡ σύφιλις ἐν οἱῳδήποτε σταδίῳ της καὶ αἱ δερματικαὶ παθήσεις. <box>913 307 1145 439</box>
market-row <box>320 392 453 405</box>
nestle-line-3: Περιέχει τὸ καλλίτερον ΣΑΚΧΑΡΙΣΤΟΝ ΓΑΛΑ <box>1258 643 1492 654</box>
market-row <box>320 533 453 546</box>
masthead-rule <box>172 148 1600 151</box>
article-text: Ἴσως δὲ αἰφνιδία ἀσθένεια τοῦ Ἰδόνεως Ἀγγλοι κατώρθωσαν ἐκπυρσεῦσαι εἰς Λονδῖνον, διὰ τῶν ὁποίων οἱ Ἄγγλοι προσεπάθουν νὰ φανερώσωσι τὴν ἐπίσημον ἀνησυχίαν τοῦ Λονδίνου καὶ νὰ ἐξασφαλίσωσι τὴν εἰρήνην εἰς τὸν αἰῶνα. <box>644 539 896 627</box>
divider <box>176 1671 432 1672</box>
price-label: Ἰδικὸς μεταξὺς Ζαχαρίας <box>908 890 1051 904</box>
market-value: 165.— <box>418 545 453 558</box>
price-value: 400 <box>1129 728 1150 742</box>
market-row <box>320 277 453 290</box>
market-value: 114.50 <box>277 380 315 393</box>
vorvis-olive-item: λαια Μάνης <box>1212 1385 1287 1399</box>
market-label: Μάρκου <box>321 545 366 558</box>
market-row <box>176 529 316 544</box>
market-value: 30.35 <box>421 469 453 482</box>
diamesis-ad <box>1160 691 1590 879</box>
clinic-women: Τὰ νοσήματα τῶν γυναικῶν <box>935 444 1123 459</box>
market-row <box>320 444 453 457</box>
article-text: Οἱ νυκτοφύλακες τὴν ἐπισκοπήσασαν ἐπέστησαν προσοχὴν εἰς τὸν ναόν, καὶ ἀφοῦ ἐπλησίασαν εἶδον ὅτι τὰ καντήλια ἦσαν ἀνημμένα, ἀλλ' οὐδὲν εἶχε κλαπῆ. Καὶ οὕτως ἐματαιώθη ἡ ἀπόπειρα. <box>444 1923 632 2025</box>
clinic-dermatology: ΔΕΡΜΑΤΙΚΩΝ ΝΟΣΩΝ <box>963 236 1095 250</box>
market-label: Larisse <box>321 341 361 354</box>
market-label: Ch.de Pelopon <box>321 379 400 392</box>
market-row <box>176 485 316 500</box>
column-1 <box>176 158 453 2089</box>
market-subtitle: ΤΙΜΑΙ ΚΛΕΙΣΙΜΑΤΟΣ <box>242 244 366 258</box>
arthritis-item: Τὰς συμπαραφορικὰς ἐκ τοῦ Δυσπεψίας, νευραλγίας, ἰσχιάδος, ὀσφυαλγίας κλπ. <box>1415 1669 1568 1707</box>
market-row <box>320 431 453 444</box>
lottery-line1: ΤΟΥΣ ΣΥΜΦΕΡΟΤΕΡΟΥΣ ΟΡ <box>1284 164 1586 188</box>
price-row <box>908 850 1150 864</box>
market-row <box>320 290 453 303</box>
vorvis-text2: Ἅπαντα τὰ ἀνώτερα πωλοῦνται χονδρικῶς καὶ λιανικῶς. <box>1191 1481 1559 1494</box>
market-value: 127.— <box>418 405 453 418</box>
article-text: Ὅθεν ἡ ἐν Βερολίνῳ ἐφημερίς καταλήγει: «ἡ Κυβέρνησις Ἀγγλιάφρων» εὑρίσκεται εἰς θέσιν τῆς Ρωσσογαλλικῆς ταύτης συνθήκης καὶ δὲν δύναται νὰ ἀρνηθῇ ὅτι ἡ Γαλλία θὰ τηρήσῃ τὰς ὑποχρεώσεις της ἀπέναντι τῆς συμμάχου της. <box>644 1774 896 1877</box>
headline-festival-sub: ΑΜΕΡΙΚΑΝΙΚΟΥ ΠΑΝΕΠΙΣΤΗΜΙΟΥ <box>445 534 631 546</box>
divider <box>444 834 632 835</box>
market-row <box>176 292 316 307</box>
scan-margin-fade <box>128 0 148 2229</box>
divider <box>908 1588 1150 1591</box>
article-text: ΠΑΡΙΣΙΟΙ, 3 Νοεμβρίου, (διὰ Κερκύρας).—Διάφοροι φῆμαι κυκλοφοροῦσι περὶ γενομένης ἤδη παραδόσεως τοῦ φρουρίου Πὸρτ-Ἄρθουρ, ἐνῷ κατ' ἄλλας φῆμας ὁ Στέσσελ ἐζήτησε μόνον νὰ τῷ ἀνακοινωθῶσιν οἱ ὅροι τῆς παραδόσεως. Ἀλλ' αἱ φῆμαι αὐταὶ οὐδόλως ἐπιβεβαιοῦνται, πιστεύεται δὲ μᾶλλον ὅτι ὁ Στέσσελ ἐζήτησε μόνον ἀνακωχὴν ὅπως ταφῶσιν οἱ πεσόντες. Καὶ αὐτὰ τὰ μετὰ τῆς μεγίστης ἀνυπομονησίας περιμένοντα καὶ πολλάκις ἤδη ἀναγγελθέντα ὡς τετελεσμένον γεγονὸς τὴν πτῶσιν τοῦ Πὸρτ-Ἄρθουρ εὐρωπαϊκὰ φύλλα, ὁμολογοῦσιν ὅτι οἱ Ἰάπωνες θὰ ὑποστῶσιν ἔτι μεγάλας θυσίας πρὶν ἢ δυνηθῶσι νὰ εἰσέλθωσιν εἰς τὸ Πὸρτ-Ἄρθουρ, ἐν ᾧ ἐπιμένουσι ὅτι τῇ ἀληθείᾳ ταῦτης συμβουλεύουσι τὸν στρατηγὸν Στέσσελ νὰ παραδοθῇ ὅπως ἐπιθέσῃ τέρμα εἰς τὴν ἀνωφελῆ αἱματοχυσίαν, ἀφοῦ, κατὰ τὴν παροῦσαν ἔποψιν, ἡ σωτηρία τοῦ φρουρίου δὲν εἶνε πλέον δυνατή. <box>444 922 632 1375</box>
fragketis-item: Ἀναπαυστῆρες (Suspensoirs). <box>1320 991 1486 1004</box>
market-title: ΧΡΗΜΑΤΙΣΤΙΚΟΝ ΔΕΛΤΙΟΝ <box>176 220 432 242</box>
